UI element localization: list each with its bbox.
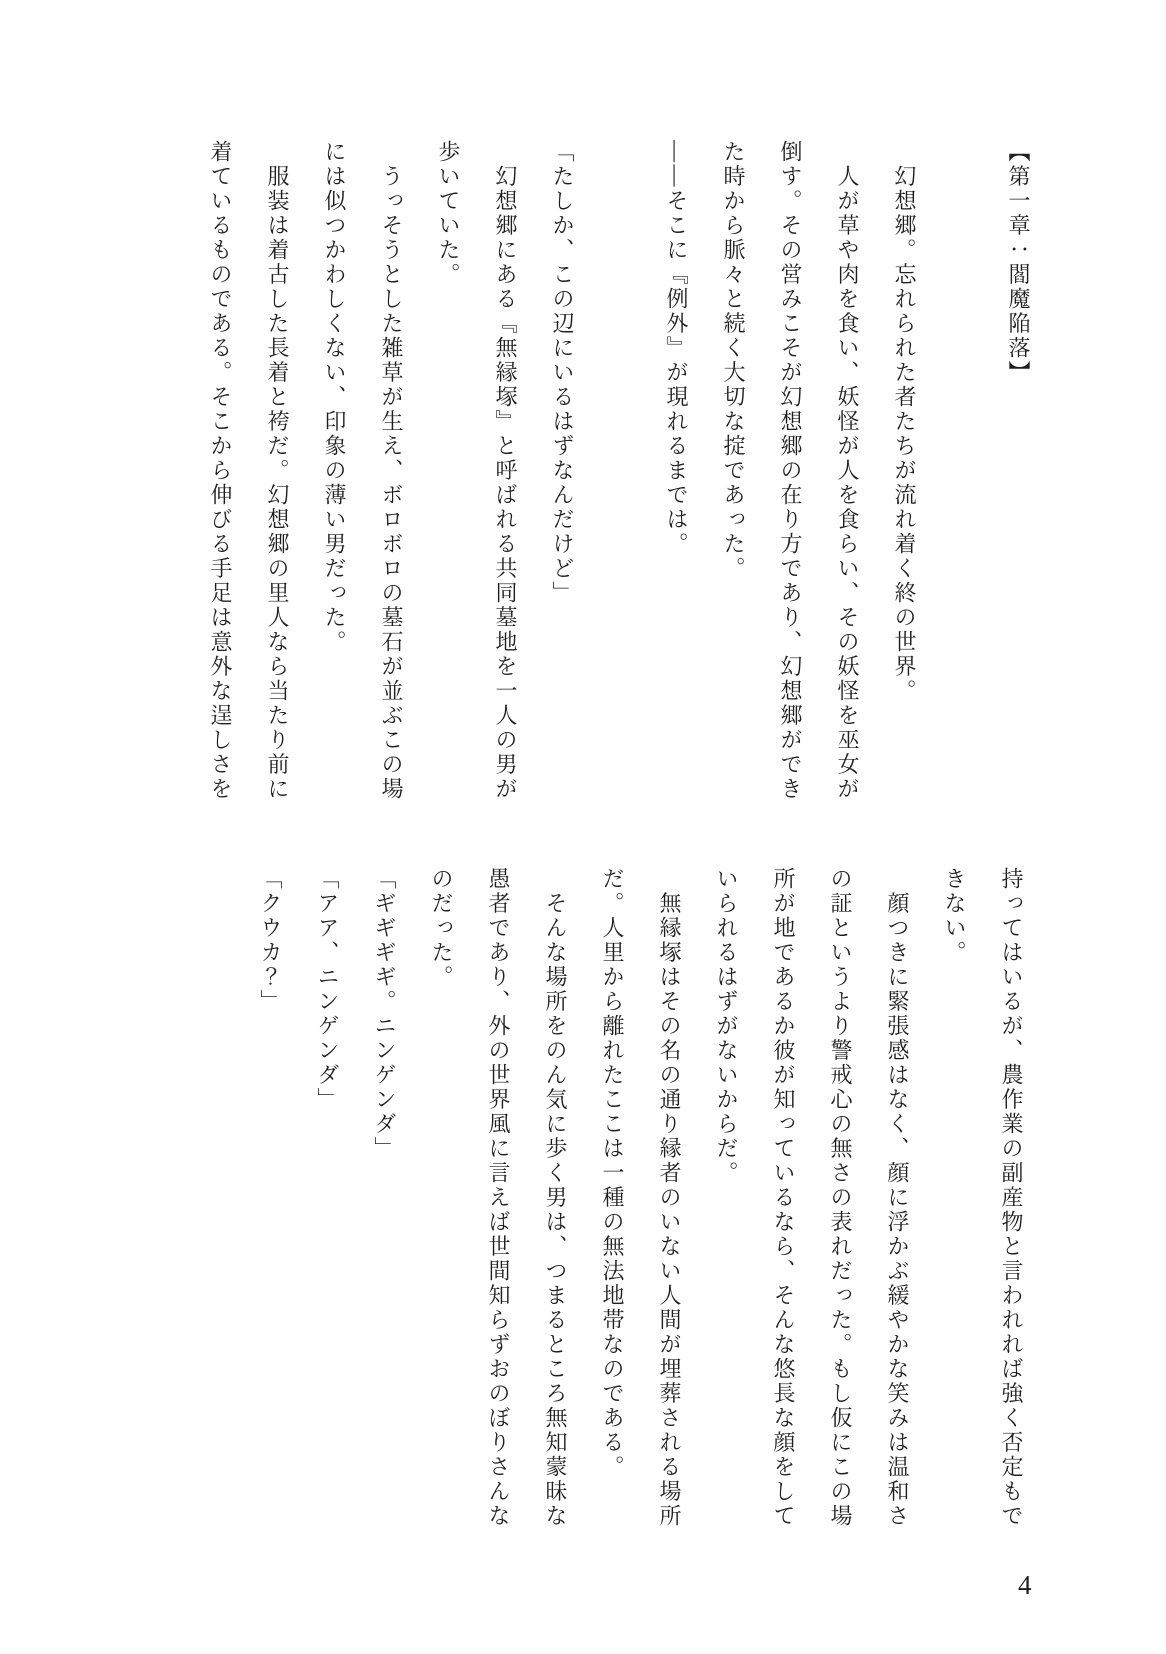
text-line: 幻想郷にある『無縁塚』と呼ばれる共同墓地を一人の男が <box>493 140 518 802</box>
text-line: そんな場所をのん気に歩く男は、つまるところ無知蒙昧な <box>543 867 568 1529</box>
text-line: 倒す。その営みこそが幻想郷の在り方であり、幻想郷ができ <box>778 140 803 802</box>
dialogue-line: 「アア、ニンゲンダ」 <box>315 867 340 1112</box>
text-line: 無縁塚はその名の通り縁者のいない人間が埋葬される場所 <box>657 867 682 1529</box>
text-line: 歩いていた。 <box>436 140 461 287</box>
top-text-block <box>192 140 1047 812</box>
text-line: いられるはずがないからだ。 <box>714 867 739 1186</box>
chapter-title: 【第一章：閻魔陥落】 <box>1006 140 1031 385</box>
text-line: きない。 <box>942 867 967 965</box>
text-line: だ。人里から離れたここは一種の無法地帯なのである。 <box>600 867 625 1480</box>
text-line: 顔つきに緊張感はなく、顔に浮かぶ緩やかな笑みは温和さ <box>885 867 910 1529</box>
text-line: 着ているものである。そこから伸びる手足は意外な逞しさを <box>208 140 233 802</box>
dialogue-line: 「たしか、この辺にいるはずなんだけど」 <box>550 140 575 606</box>
blank-line <box>933 140 990 812</box>
text-line: 人が草や肉を食い、妖怪が人を食らい、その妖怪を巫女が <box>835 140 860 802</box>
dialogue-line: 「ギギギギ。ニンゲンダ」 <box>372 867 397 1161</box>
text-line: 服装は着古した長着と袴だ。幻想郷の里人なら当たり前に <box>265 140 290 802</box>
text-line: うっそうとした雑草が生え、ボロボロの墓石が並ぶこの場 <box>379 140 404 802</box>
text-line: 幻想郷。忘れられた者たちが流れ着く終の世界。 <box>892 140 917 704</box>
page-number: 4 <box>1018 1570 1032 1600</box>
text-line: のだった。 <box>429 867 454 990</box>
bottom-text-block <box>242 867 1040 1539</box>
text-line: た時から脈々と続く大切な掟であった。 <box>721 140 746 581</box>
text-line: には似つかわしくない、印象の薄い男だった。 <box>322 140 347 655</box>
text-line: 持ってはいるが、農作業の副産物と言われれば強く否定もで <box>999 867 1024 1529</box>
text-line: 愚者であり、外の世界風に言えば世間知らずおのぼりさんな <box>486 867 511 1529</box>
dialogue-line: 「クウカ？」 <box>258 867 283 1014</box>
blank-line <box>591 140 648 812</box>
text-line: ――そこに『例外』が現れるまでは。 <box>664 140 689 557</box>
text-line: の証というより警戒心の無さの表れだった。もし仮にこの場 <box>828 867 853 1529</box>
text-line: 所が地であるか彼が知っているなら、そんな悠長な顔をして <box>771 867 796 1529</box>
